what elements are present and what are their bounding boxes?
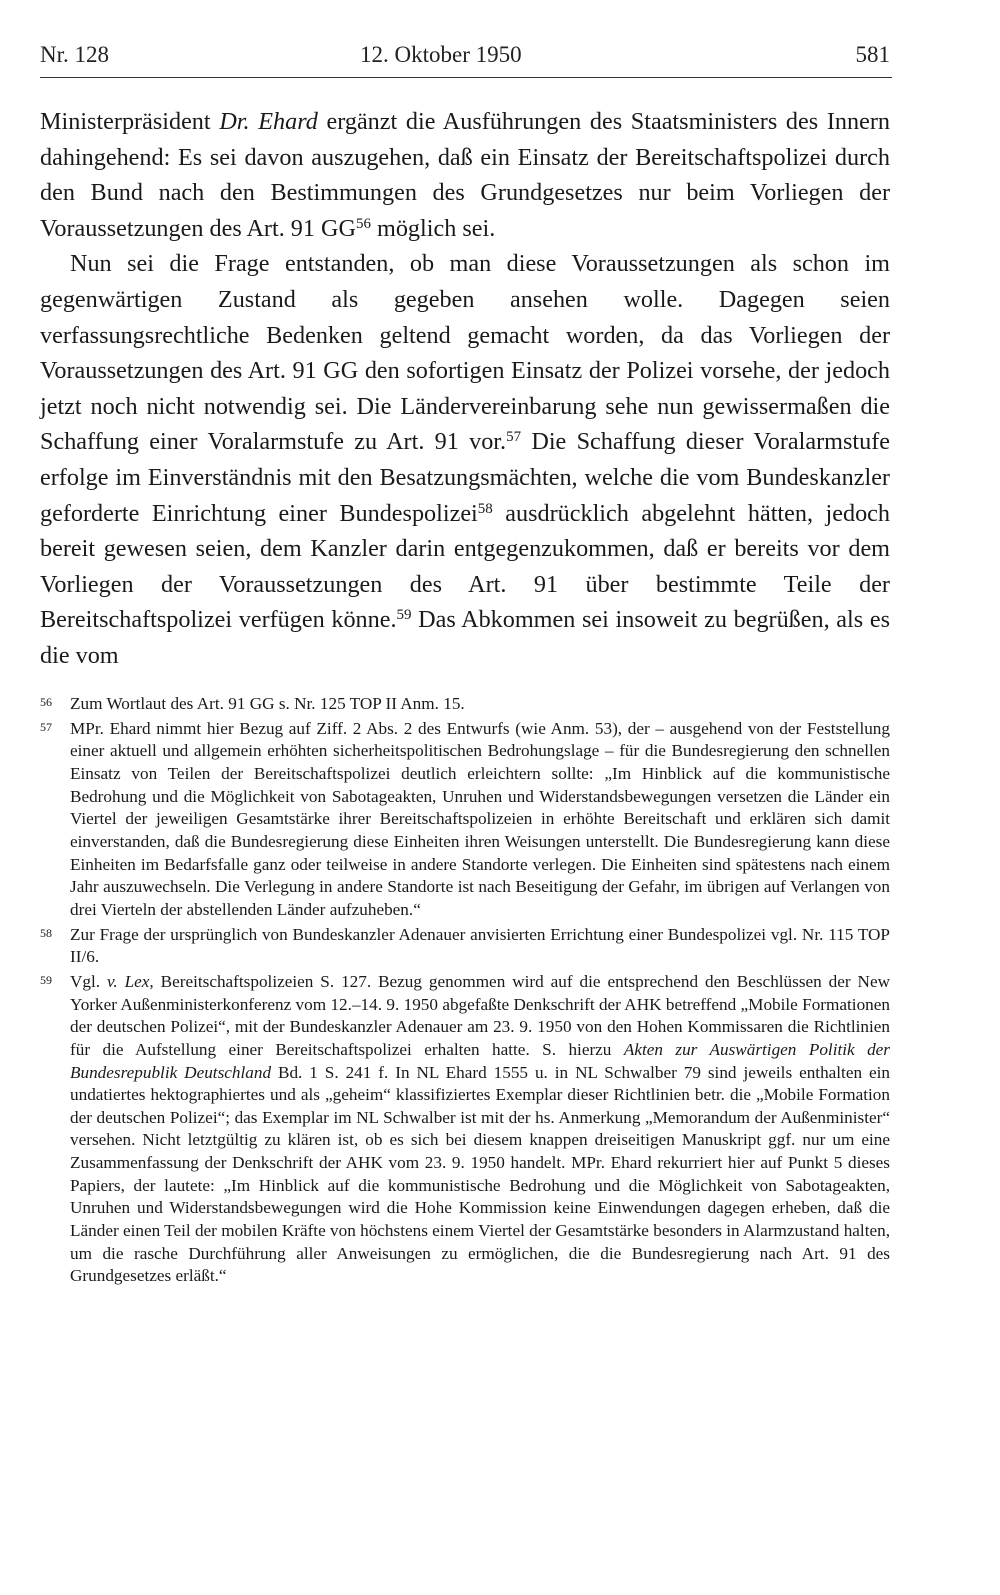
footnote-text-c: Bereitschaftspolizeien S. 127. Bezug genommen wird auf die entsprechend den Beschlüssen der New Yorker Außenministerkonferenz vom 12.–14. 9. 1950 abgefaßte Denkschrift der AHK betreffend „Mobile Formationen der deutschen Polizei“, mit der Bundeskanzler Adenauer am 23. 9. 1950 von den Hohen Kommissaren die Richtlinien für die Aufstellung einer Bereitschaftspolizei erhalten hatte. S. hierzu <box>70 971 891 1059</box>
cited-work-title: Akten zur Auswärtigen Politik der Bundesrepublik Deutschland <box>70 1039 890 1082</box>
footnotes <box>40 693 890 1290</box>
footnote-57 <box>40 718 890 922</box>
footnote-text-a: Vgl. <box>70 971 108 991</box>
footnote-number: 59 <box>40 972 52 987</box>
footnote-number: 58 <box>40 925 52 940</box>
footnote-text-e: Bd. 1 S. 241 f. In NL Ehard 1555 u. in NL Schwalber 79 sind jeweils enthalten ein undatiertes hektographiertes und als „geheim“ klassifiziertes Exemplar dieser Richtlinien betr. die „Mobile Formation der deutschen Polizei“; das Exemplar im NL Schwalber ist mit der hs. Anmerkung „Memorandum der Außenminister“ versehen. Nicht letztgültig zu klären ist, ob es sich bei diesem knappen dreiseitigen Manuskript ggf. nur um eine Zusammenfassung der Denkschrift der AHK vom 23. 9. 1950 handelt. MPr. Ehard rekurriert hier auf Punkt 5 dieses Papiers, der lautete: „Im Hinblick auf die kommunistische Bedrohung und die Möglichkeit von Sabotageakten, Unruhen und Widerstandsbewegungen wird die Hohe Kommission keine Einwendungen dagegen erheben, daß die Länder einen Teil der mobilen Kräfte von höchstens einem Viertel der Gesamtstärke besonders in Alarmzustand halten, um die rasche Durchführung aller Anweisungen zu ermöglichen, die die Bundesregierung nach Art. 91 des Grundgesetzes erläßt.“ <box>70 1062 890 1286</box>
paragraph-2-text-a: Nun sei die Frage entstanden, ob man diese Voraussetzungen als schon im gegenwärtigen Zustand als gegeben ansehen wolle. Dagegen seien verfassungsrechtliche Bedenken geltend gemacht worden, da das Vorliegen der Voraussetzungen des Art. 91 GG den sofortigen Einsatz der Polizei vorsehe, der jedoch jetzt noch nicht notwendig sei. Die Ländervereinbarung sehe nun gewissermaßen die Schaffung einer Voralarmstufe zu Art. 91 vor. <box>40 250 890 456</box>
footnote-number: 56 <box>40 695 52 709</box>
footnote-ref-58: 58 <box>477 500 493 517</box>
paragraph-2-text-d: Das Abkommen sei insoweit zu begrüßen, als es die vom <box>40 606 890 669</box>
footnote-text: Zur Frage der ursprünglich von Bundeskanzler Adenauer anvisierten Errichtung einer Bundespolizei vgl. Nr. 115 TOP II/6. <box>70 924 890 967</box>
footnote-ref-56: 56 <box>355 215 371 232</box>
footnote-text: MPr. Ehard nimmt hier Bezug auf Ziff. 2 Abs. 2 des Entwurfs (wie Anm. 53), der – ausgehend von der Feststellung einer aktuell und allgemein erhöhten sicherheitspolitischen Bedrohungslage – für die Bundesregierung den schnellen Einsatz von Teilen der Bereitschaftspolizei deutlich erleichtern sollte: „Im Hinblick auf die kommunistische Bedrohung und die Möglichkeit von Sabotageakten, Unruhen und Widerstandsbewegungen versetzen die Länder ein Viertel der jeweiligen Gesamtstärke ihrer Bereitschaftspolizeien in erhöhte Bereitschaft und erklären sich damit einverstanden, daß die Bundesregierung diese Einheiten ihren Weisungen unterstellt. Die Bundesregierung kann diese Einheiten im Bedarfsfalle ganz oder teilweise in andere Standorte verlegen. Die Einheiten sind spätestens nach einem Jahr auszuwechseln. Die Verlegung in andere Standorte ist nach Beseitigung der Gefahr, im übrigen auf Verlangen von drei Vierteln der abstellenden Länder aufzuheben.“ <box>70 718 890 919</box>
paragraph-1-text-a: Ministerpräsident <box>40 108 220 135</box>
document-date: 12. Oktober 1950 <box>360 42 522 67</box>
paragraph-2-text-c: ausdrücklich abgelehnt hätten, jedoch bereit gewesen seien, dem Kanzler darin entgegenzukommen, daß er bereits vor dem Vorliegen der Voraussetzungen des Art. 91 über bestimmte Teile der Bereitschaftspolizei verfügen könne. <box>40 499 890 634</box>
footnote-text: Zum Wortlaut des Art. 91 GG s. Nr. 125 TOP II Anm. 15. <box>70 694 465 713</box>
footnote-59 <box>40 971 890 1288</box>
paragraph-1-text-c: ergänzt die Ausführungen des Staatsministers des Innern dahingehend: Es sei davon auszugehen, daß ein Einsatz der Bereitschaftspolizei durch den Bund nach den Bestimmungen des Grundgesetzes nur beim Vorliegen der Voraussetzungen des Art. 91 GG <box>40 108 890 242</box>
paragraph-2 <box>40 246 890 673</box>
paragraph-1 <box>40 104 890 246</box>
header-rule <box>40 77 892 78</box>
main-text <box>40 104 890 674</box>
footnote-56 <box>40 693 890 716</box>
footnote-ref-59: 59 <box>396 607 412 624</box>
footnote-number: 57 <box>40 719 52 734</box>
paragraph-2-text-b: Die Schaffung dieser Voralarmstufe erfolge im Einverständnis mit den Besatzungsmächten, welche die vom Bundeskanzler geforderte Einrichtung einer Bundespolizei <box>40 428 890 527</box>
speaker-name: Dr. Ehard <box>219 108 318 135</box>
page-number: 581 <box>855 42 890 67</box>
running-header <box>40 42 890 78</box>
document-number: Nr. 128 <box>40 42 109 67</box>
paragraph-1-text-d: möglich sei. <box>370 214 496 242</box>
cited-author: v. Lex, <box>107 971 154 991</box>
footnote-ref-57: 57 <box>506 429 522 446</box>
footnote-58 <box>40 924 890 969</box>
